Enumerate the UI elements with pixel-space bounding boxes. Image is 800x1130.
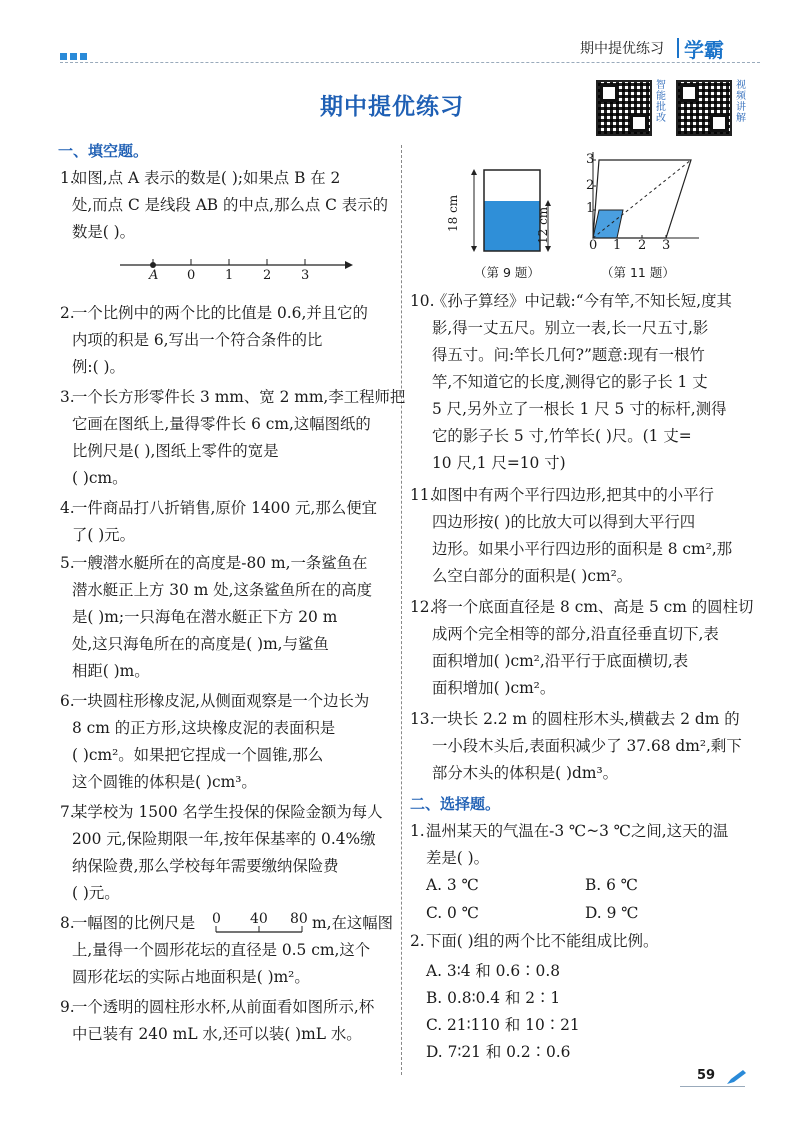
figure-11-x-tick-0: 0	[589, 238, 598, 253]
question-13-number: 13.	[410, 710, 435, 728]
question-7-number: 7.	[60, 803, 75, 821]
question-12-line-2: 成两个完全相等的部分,沿直径垂直切下,表	[432, 625, 719, 643]
column-divider	[401, 145, 402, 1075]
section-heading-fill: 一、填空题。	[58, 142, 149, 160]
question-11-number: 11.	[410, 486, 435, 504]
qr-label-video: 视频讲解	[736, 80, 746, 124]
number-line-tick-0: 0	[187, 268, 196, 283]
figure-11-y-tick-1: 1	[586, 201, 595, 216]
number-line-tick-2: 2	[263, 268, 272, 283]
question-5-line-2: 潜水艇正上方 30 m 处,这条鲨鱼所在的高度	[72, 581, 372, 599]
header-brand-logo: 学霸	[684, 38, 724, 62]
qr-code-video[interactable]	[676, 80, 732, 136]
question-10-line-5: 5 尺,另外立了一根长 1 尺 5 寸的标杆,测得	[432, 400, 727, 418]
question-6-number: 6.	[60, 692, 75, 710]
question-5-number: 5.	[60, 554, 75, 572]
question-1-number: 1.	[60, 169, 75, 187]
question-6-line-4: 这个圆锥的体积是( )cm³。	[72, 773, 257, 791]
question-5-line-5: 相距( )m。	[72, 662, 150, 680]
choice-1-option-c[interactable]: C. 0 ℃	[426, 904, 479, 922]
number-line-tick-1: 1	[225, 268, 234, 283]
question-7-line-1: 某学校为 1500 名学生投保的保险金额为每人	[72, 803, 383, 821]
figure-11-y-tick-2: 2	[586, 178, 595, 193]
section-heading-choice: 二、选择题。	[410, 795, 501, 813]
question-11-line-1: 如图中有两个平行四边形,把其中的小平行	[432, 486, 714, 504]
question-9-line-2: 中已装有 240 mL 水,还可以装( )mL 水。	[72, 1025, 362, 1043]
figure-9-height-total: 18 cm	[446, 194, 460, 232]
choice-1-option-b[interactable]: B. 6 ℃	[585, 876, 638, 894]
figure-9-caption: （第 9 题）	[474, 265, 540, 280]
scale-bar-tick-40: 40	[250, 911, 268, 927]
question-4-line-1: 一件商品打八折销售,原价 1400 元,那么便宜	[72, 499, 377, 517]
question-4-number: 4.	[60, 499, 75, 517]
page-number: 59	[697, 1068, 716, 1083]
question-7-line-4: ( )元。	[72, 884, 120, 902]
number-line-tick-3: 3	[301, 268, 310, 283]
header-rule	[60, 62, 760, 63]
question-13-line-3: 部分木头的体积是( )dm³。	[432, 764, 619, 782]
question-1-line-3: 数是( )。	[72, 223, 136, 241]
question-3-line-2: 它画在图纸上,量得零件长 6 cm,这幅图纸的	[72, 415, 371, 433]
choice-2-line-1: 下面( )组的两个比不能组成比例。	[426, 932, 659, 950]
choice-2-option-c[interactable]: C. 21∶110 和 10∶21	[426, 1016, 580, 1034]
figure-9-height-water: 12 cm	[536, 206, 550, 244]
question-8-line-2: 上,量得一个圆形花坛的直径是 0.5 cm,这个	[72, 941, 371, 959]
scale-bar-tick-80: 80	[290, 911, 308, 927]
question-5-line-1: 一艘潜水艇所在的高度是-80 m,一条鲨鱼在	[72, 554, 368, 572]
choice-2-option-d[interactable]: D. 7∶21 和 0.2∶0.6	[426, 1043, 571, 1061]
question-1-line-1: 如图,点 A 表示的数是( );如果点 B 在 2	[72, 169, 341, 187]
question-12-line-1: 将一个底面直径是 8 cm、高是 5 cm 的圆柱切	[432, 598, 754, 616]
choice-1-line-1: 温州某天的气温在-3 ℃~3 ℃之间,这天的温	[426, 822, 729, 840]
question-10-line-6: 它的影子长 5 寸,竹竿长( )尺。(1 丈=	[432, 427, 692, 445]
question-2-line-2: 内项的积是 6,写出一个符合条件的比	[72, 331, 323, 349]
question-8-line-3: 圆形花坛的实际占地面积是( )m²。	[72, 968, 310, 986]
question-3-line-1: 一个长方形零件长 3 mm、宽 2 mm,李工程师把	[72, 388, 406, 406]
question-7-line-2: 200 元,保险期限一年,按年保基率的 0.4%缴	[72, 830, 376, 848]
question-6-line-1: 一块圆柱形橡皮泥,从侧面观察是一个边长为	[72, 692, 370, 710]
figure-11-caption: （第 11 题）	[601, 265, 675, 280]
question-6-line-2: 8 cm 的正方形,这块橡皮泥的表面积是	[72, 719, 336, 737]
question-2-line-1: 一个比例中的两个比的比值是 0.6,并且它的	[72, 304, 368, 322]
question-10-line-3: 得五寸。问:竿长几何?”题意:现有一根竹	[432, 346, 705, 364]
figure-11-parallelograms	[585, 148, 705, 248]
question-11-line-2: 四边形按( )的比放大可以得到大平行四	[432, 513, 696, 531]
question-2-line-3: 例:( )。	[72, 358, 125, 376]
qr-label-grading: 智能批改	[656, 80, 666, 124]
question-1-line-2: 处,而点 C 是线段 AB 的中点,那么点 C 表示的	[72, 196, 388, 214]
question-7-line-3: 纳保险费,那么学校每年需要缴纳保险费	[72, 857, 339, 875]
page-title: 期中提优练习	[320, 94, 464, 120]
choice-1-number: 1.	[410, 822, 425, 840]
header-series-title: 期中提优练习	[580, 41, 664, 57]
question-9-number: 9.	[60, 998, 75, 1016]
header-brand-divider	[677, 38, 679, 58]
question-13-line-1: 一块长 2.2 m 的圆柱形木头,横截去 2 dm 的	[432, 710, 740, 728]
question-12-line-3: 面积增加( )cm²,沿平行于底面横切,表	[432, 652, 689, 670]
figure-11-x-tick-1: 1	[613, 238, 622, 253]
choice-2-option-b[interactable]: B. 0.8∶0.4 和 2∶1	[426, 989, 561, 1007]
question-3-line-3: 比例尺是( ),图纸上零件的宽是	[72, 442, 279, 460]
question-10-line-4: 竿,不知道它的长度,测得它的影子长 1 丈	[432, 373, 708, 391]
number-line-label-a: A	[149, 268, 159, 283]
question-9-line-1: 一个透明的圆柱形水杯,从前面看如图所示,杯	[72, 998, 375, 1016]
question-11-line-4: 么空白部分的面积是( )cm²。	[432, 567, 633, 585]
choice-1-line-2: 差是( )。	[426, 849, 490, 867]
choice-1-option-a[interactable]: A. 3 ℃	[426, 876, 479, 894]
choice-1-option-d[interactable]: D. 9 ℃	[585, 904, 639, 922]
choice-2-number: 2.	[410, 932, 425, 950]
question-3-number: 3.	[60, 388, 75, 406]
question-4-line-2: 了( )元。	[72, 526, 136, 544]
question-5-line-4: 处,这只海龟所在的高度是( )m,与鲨鱼	[72, 635, 329, 653]
question-3-line-4: ( )cm。	[72, 469, 128, 487]
question-8-line-1a: 一幅图的比例尺是	[72, 914, 196, 932]
footer-rule	[680, 1086, 745, 1087]
figure-11-x-tick-3: 3	[662, 238, 671, 253]
question-10-line-7: 10 尺,1 尺=10 寸)	[432, 454, 566, 472]
question-10-line-2: 影,得一丈五尺。别立一表,长一尺五寸,影	[432, 319, 709, 337]
question-2-number: 2.	[60, 304, 75, 322]
pencil-icon	[725, 1068, 747, 1086]
question-11-line-3: 边形。如果小平行四边形的面积是 8 cm²,那	[432, 540, 733, 558]
figure-11-x-tick-2: 2	[638, 238, 647, 253]
question-8-number: 8.	[60, 914, 75, 932]
qr-code-grading[interactable]	[596, 80, 652, 136]
question-10-line-1: 《孙子算经》中记载:“今有竿,不知长短,度其	[432, 292, 732, 310]
question-8-line-1b: m,在这幅图	[312, 914, 394, 932]
choice-2-option-a[interactable]: A. 3∶4 和 0.6∶0.8	[426, 962, 561, 980]
question-13-line-2: 一小段木头后,表面积减少了 37.68 dm²,剩下	[432, 737, 742, 755]
scale-bar-tick-0: 0	[212, 911, 221, 927]
question-5-line-3: 是( )m;一只海龟在潜水艇正下方 20 m	[72, 608, 338, 626]
figure-11-y-tick-3: 3	[586, 152, 595, 167]
question-10-number: 10.	[410, 292, 435, 310]
question-6-line-3: ( )cm²。如果把它捏成一个圆锥,那么	[72, 746, 324, 764]
question-12-line-4: 面积增加( )cm²。	[432, 679, 556, 697]
question-12-number: 12.	[410, 598, 435, 616]
